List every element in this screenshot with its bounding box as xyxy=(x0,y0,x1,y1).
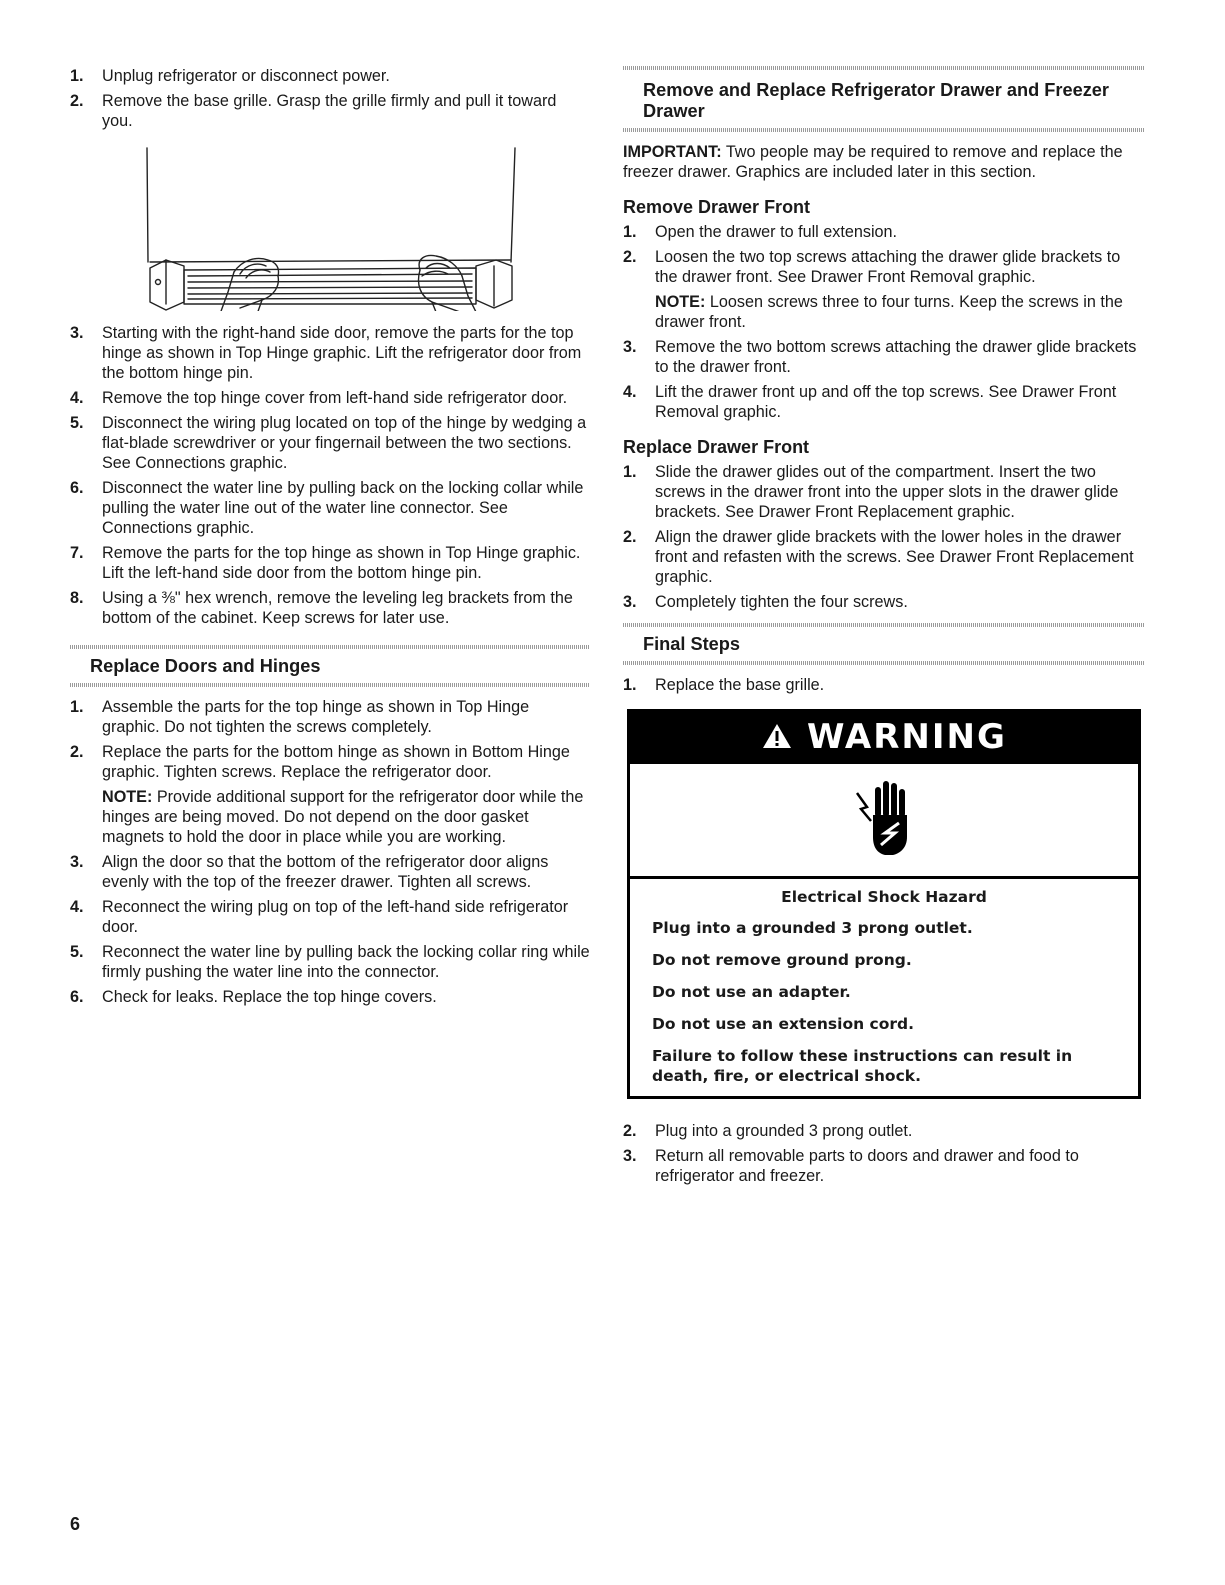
electric-shock-icon xyxy=(630,764,1138,879)
step-item xyxy=(623,1146,1145,1186)
page-number: 6 xyxy=(70,1514,81,1534)
step-item xyxy=(70,66,590,86)
step-text: Slide the drawer glides out of the compartment. Insert the two screws in the drawer front into the upper slots in the drawer glide brackets. See Drawer Front Replacement graphic. xyxy=(655,463,1119,521)
step-number: 2. xyxy=(623,248,637,266)
warning-title: WARNING xyxy=(806,717,1007,757)
left-column xyxy=(70,66,590,1012)
step-text: Disconnect the water line by pulling back on the locking collar while pulling the water line out of the water line connector. See Connections graphic. xyxy=(102,479,584,537)
step-number: 3. xyxy=(623,1147,637,1165)
important-text: Two people may be required to remove and replace the freezer drawer. Graphics are included later in this section. xyxy=(623,143,1123,181)
important-label: IMPORTANT: xyxy=(623,143,722,161)
step-text: Align the door so that the bottom of the refrigerator door aligns evenly with the top of the freezer drawer. Tighten all screws. xyxy=(102,853,549,891)
step-number: 1. xyxy=(623,463,637,481)
step-item xyxy=(70,388,590,408)
step-item xyxy=(70,697,590,737)
steps-list-remove-drawer-front xyxy=(623,222,1145,422)
step-item xyxy=(70,852,590,892)
step-text: Lift the drawer front up and off the top screws. See Drawer Front Removal graphic. xyxy=(655,383,1117,421)
base-grille-illustration-svg xyxy=(70,136,590,311)
step-item xyxy=(623,337,1145,377)
warning-text-block xyxy=(630,879,1138,1096)
step-item xyxy=(623,675,1145,695)
step-text: Return all removable parts to doors and drawer and food to refrigerator and freezer. xyxy=(655,1147,1079,1185)
step-item xyxy=(623,527,1145,587)
step-text: Remove the base grille. Grasp the grille firmly and pull it toward you. xyxy=(102,92,557,130)
step-text: Open the drawer to full extension. xyxy=(655,223,898,241)
step-number: 3. xyxy=(70,853,84,871)
step-item xyxy=(70,478,590,538)
steps-list-replace-doors xyxy=(70,697,590,1007)
warning-box xyxy=(627,709,1141,1099)
step-number: 2. xyxy=(623,528,637,546)
step-text: Align the drawer glide brackets with the lower holes in the drawer front and refasten with the screws. See Drawer Front Replacement graphic. xyxy=(655,528,1134,586)
step-text: Plug into a grounded 3 prong outlet. xyxy=(655,1122,913,1140)
step-text: Reconnect the wiring plug on top of the left-hand side refrigerator door. xyxy=(102,898,569,936)
step-number: 3. xyxy=(70,324,84,342)
note-paragraph xyxy=(655,292,1145,332)
section-heading-drawers: Remove and Replace Refrigerator Drawer and Freezer Drawer xyxy=(643,80,1109,121)
warning-line: Plug into a grounded 3 prong outlet. xyxy=(652,919,973,937)
step-text: Reconnect the water line by pulling back the locking collar ring while firmly pushing the water line into the connector. xyxy=(102,943,590,981)
step-text: Remove the top hinge cover from left-hand side refrigerator door. xyxy=(102,389,568,407)
step-number: 1. xyxy=(623,223,637,241)
note-text: Loosen screws three to four turns. Keep the screws in the drawer front. xyxy=(655,293,1123,331)
warning-line: Do not use an adapter. xyxy=(652,983,851,1001)
step-item xyxy=(623,382,1145,422)
step-number: 1. xyxy=(623,676,637,694)
step-body xyxy=(655,247,1145,332)
warning-line: Failure to follow these instructions can result in death, fire, or electrical shock. xyxy=(652,1047,1073,1085)
step-item xyxy=(70,742,590,847)
note-label: NOTE: xyxy=(102,788,153,806)
right-column xyxy=(623,66,1145,1191)
step-text: Disconnect the wiring plug located on top of the hinge by wedging a flat-blade screwdriver or your fingernail between the two sections. See Connections graphic. xyxy=(102,414,587,472)
step-item xyxy=(623,247,1145,332)
note-paragraph xyxy=(102,787,590,847)
warning-triangle-icon xyxy=(761,717,807,757)
step-number: 8. xyxy=(70,589,84,607)
base-grille-removal-illustration xyxy=(70,136,590,311)
important-paragraph xyxy=(623,142,1145,182)
step-item xyxy=(70,942,590,982)
step-number: 4. xyxy=(623,383,637,401)
step-text: Using a ⅜" hex wrench, remove the leveling leg brackets from the bottom of the cabinet. Keep screws for later use. xyxy=(102,589,573,627)
step-text: Loosen the two top screws attaching the drawer glide brackets to the drawer front. See Drawer Front Removal graphic. xyxy=(655,248,1121,286)
step-text: Remove the two bottom screws attaching the drawer glide brackets to the drawer front. xyxy=(655,338,1137,376)
step-number: 2. xyxy=(70,92,84,110)
step-item xyxy=(70,987,590,1007)
warning-line: Do not use an extension cord. xyxy=(652,1015,915,1033)
subheading-remove-drawer-front: Remove Drawer Front xyxy=(623,197,811,217)
step-number: 1. xyxy=(70,698,84,716)
step-item xyxy=(623,1121,1145,1141)
step-number: 5. xyxy=(70,943,84,961)
note-label: NOTE: xyxy=(655,293,706,311)
step-number: 4. xyxy=(70,389,84,407)
step-number: 1. xyxy=(70,67,84,85)
step-item xyxy=(623,592,1145,612)
warning-line: Do not remove ground prong. xyxy=(652,951,912,969)
section-heading-final-steps: Final Steps xyxy=(643,634,741,654)
step-item xyxy=(70,588,590,628)
step-number: 2. xyxy=(623,1122,637,1140)
step-number: 2. xyxy=(70,743,84,761)
steps-list-replace-drawer-front xyxy=(623,462,1145,612)
steps-list-final-a xyxy=(623,675,1145,695)
step-number: 3. xyxy=(623,593,637,611)
step-text: Remove the parts for the top hinge as shown in Top Hinge graphic. Lift the left-hand side door from the bottom hinge pin. xyxy=(102,544,581,582)
steps-list-remove-doors-b xyxy=(70,323,590,628)
step-text: Unplug refrigerator or disconnect power. xyxy=(102,67,390,85)
step-number: 7. xyxy=(70,544,84,562)
step-item xyxy=(70,323,590,383)
step-number: 6. xyxy=(70,988,84,1006)
step-text: Check for leaks. Replace the top hinge covers. xyxy=(102,988,437,1006)
step-item xyxy=(70,897,590,937)
step-item xyxy=(623,462,1145,522)
note-text: Provide additional support for the refrigerator door while the hinges are being moved. Do not depend on the door gasket magnets to hold the door in place while you are working. xyxy=(102,788,584,846)
subheading-replace-drawer-front: Replace Drawer Front xyxy=(623,437,810,457)
step-number: 6. xyxy=(70,479,84,497)
steps-list-final-b xyxy=(623,1121,1145,1186)
step-text: Starting with the right-hand side door, remove the parts for the top hinge as shown in Top Hinge graphic. Lift the refrigerator door from the bottom hinge pin. xyxy=(102,324,582,382)
step-item xyxy=(623,222,1145,242)
step-item xyxy=(70,413,590,473)
hazard-title: Electrical Shock Hazard xyxy=(781,888,987,906)
step-text: Replace the base grille. xyxy=(655,676,825,694)
step-text: Completely tighten the four screws. xyxy=(655,593,908,611)
warning-header xyxy=(630,712,1138,764)
section-heading-replace-doors: Replace Doors and Hinges xyxy=(90,656,321,676)
step-number: 3. xyxy=(623,338,637,356)
step-text: Replace the parts for the bottom hinge as shown in Bottom Hinge graphic. Tighten screws. Replace the refrigerator door. xyxy=(102,743,570,781)
step-item xyxy=(70,91,590,131)
step-number: 4. xyxy=(70,898,84,916)
steps-list-remove-doors-a xyxy=(70,66,590,131)
step-item xyxy=(70,543,590,583)
step-body xyxy=(102,742,590,847)
step-number: 5. xyxy=(70,414,84,432)
step-text: Assemble the parts for the top hinge as shown in Top Hinge graphic. Do not tighten the screws completely. xyxy=(102,698,530,736)
